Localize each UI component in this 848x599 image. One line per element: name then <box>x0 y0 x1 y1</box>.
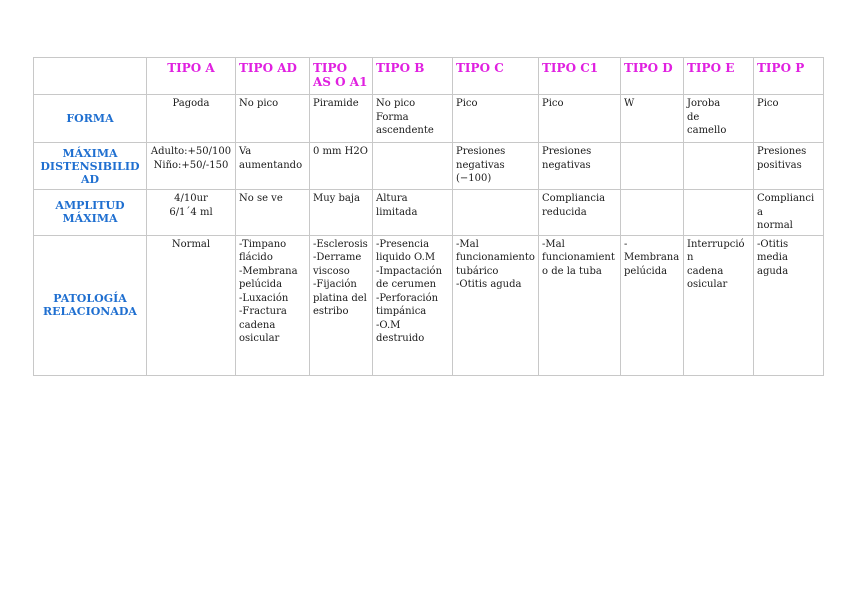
row-label-patologia-relacionada: PATOLOGÍA RELACIONADA <box>34 235 147 375</box>
table-cell: Adulto:+50/100 Niño:+50/-150 <box>147 143 236 190</box>
column-header-tipo-as: TIPO AS O A1 <box>310 58 373 95</box>
row-label-maxima-distensibilidad: MÁXIMA DISTENSIBILIDAD <box>34 143 147 190</box>
column-header-tipo-p: TIPO P <box>754 58 824 95</box>
table-cell: Joroba de camello <box>684 95 754 143</box>
table-cell: Presiones positivas <box>754 143 824 190</box>
table-cell: Pico <box>754 95 824 143</box>
table-cell: -Timpano flácido -Membrana pelúcida -Luxación -Fractura cadena osicular <box>236 235 310 375</box>
column-header-tipo-c: TIPO C <box>453 58 539 95</box>
table-cell <box>684 143 754 190</box>
table-row <box>34 143 824 190</box>
column-header-tipo-b: TIPO B <box>373 58 453 95</box>
table-cell: Va aumentando <box>236 143 310 190</box>
table-cell: W <box>621 95 684 143</box>
table-cell: 0 mm H2O <box>310 143 373 190</box>
table-cell: Normal <box>147 235 236 375</box>
row-label-forma: FORMA <box>34 95 147 143</box>
table-cell: No pico <box>236 95 310 143</box>
table-cell <box>453 190 539 236</box>
table-cell: -Esclerosis -Derrame viscoso -Fijación platina del estribo <box>310 235 373 375</box>
column-header-tipo-d: TIPO D <box>621 58 684 95</box>
table-cell: Pico <box>539 95 621 143</box>
table-cell: Piramide <box>310 95 373 143</box>
table-cell: Pico <box>453 95 539 143</box>
table-cell: Presiones negativas <box>539 143 621 190</box>
table-cell <box>621 143 684 190</box>
table-row <box>34 95 824 143</box>
table-cell: -Mal funcionamient o de la tuba <box>539 235 621 375</box>
table-row <box>34 235 824 375</box>
row-label-amplitud-maxima: AMPLITUD MÁXIMA <box>34 190 147 236</box>
table-cell: - Membrana pelúcida <box>621 235 684 375</box>
table-cell: Muy baja <box>310 190 373 236</box>
table-cell: -Mal funcionamiento tubárico -Otitis aguda <box>453 235 539 375</box>
table-cell: -Otitis media aguda <box>754 235 824 375</box>
tympanogram-table <box>33 57 824 376</box>
column-header-tipo-a: TIPO A <box>147 58 236 95</box>
column-header-tipo-c1: TIPO C1 <box>539 58 621 95</box>
column-header-tipo-ad: TIPO AD <box>236 58 310 95</box>
table-cell: Interrupción cadena osicular <box>684 235 754 375</box>
table-cell <box>621 190 684 236</box>
corner-cell <box>34 58 147 95</box>
table-cell: Altura limitada <box>373 190 453 236</box>
table-cell: No se ve <box>236 190 310 236</box>
table-cell: Compliancia reducida <box>539 190 621 236</box>
table-row <box>34 190 824 236</box>
table-cell: Presiones negativas (−100) <box>453 143 539 190</box>
column-header-tipo-e: TIPO E <box>684 58 754 95</box>
table-cell: Compliancia normal <box>754 190 824 236</box>
table-cell <box>684 190 754 236</box>
table-cell: Pagoda <box>147 95 236 143</box>
table-cell: 4/10ur 6/1´4 ml <box>147 190 236 236</box>
table-cell: No pico Forma ascendente <box>373 95 453 143</box>
table-cell: -Presencia liquido O.M -Impactación de cerumen -Perforación timpánica -O.M destruido <box>373 235 453 375</box>
table-cell <box>373 143 453 190</box>
header-row <box>34 58 824 95</box>
